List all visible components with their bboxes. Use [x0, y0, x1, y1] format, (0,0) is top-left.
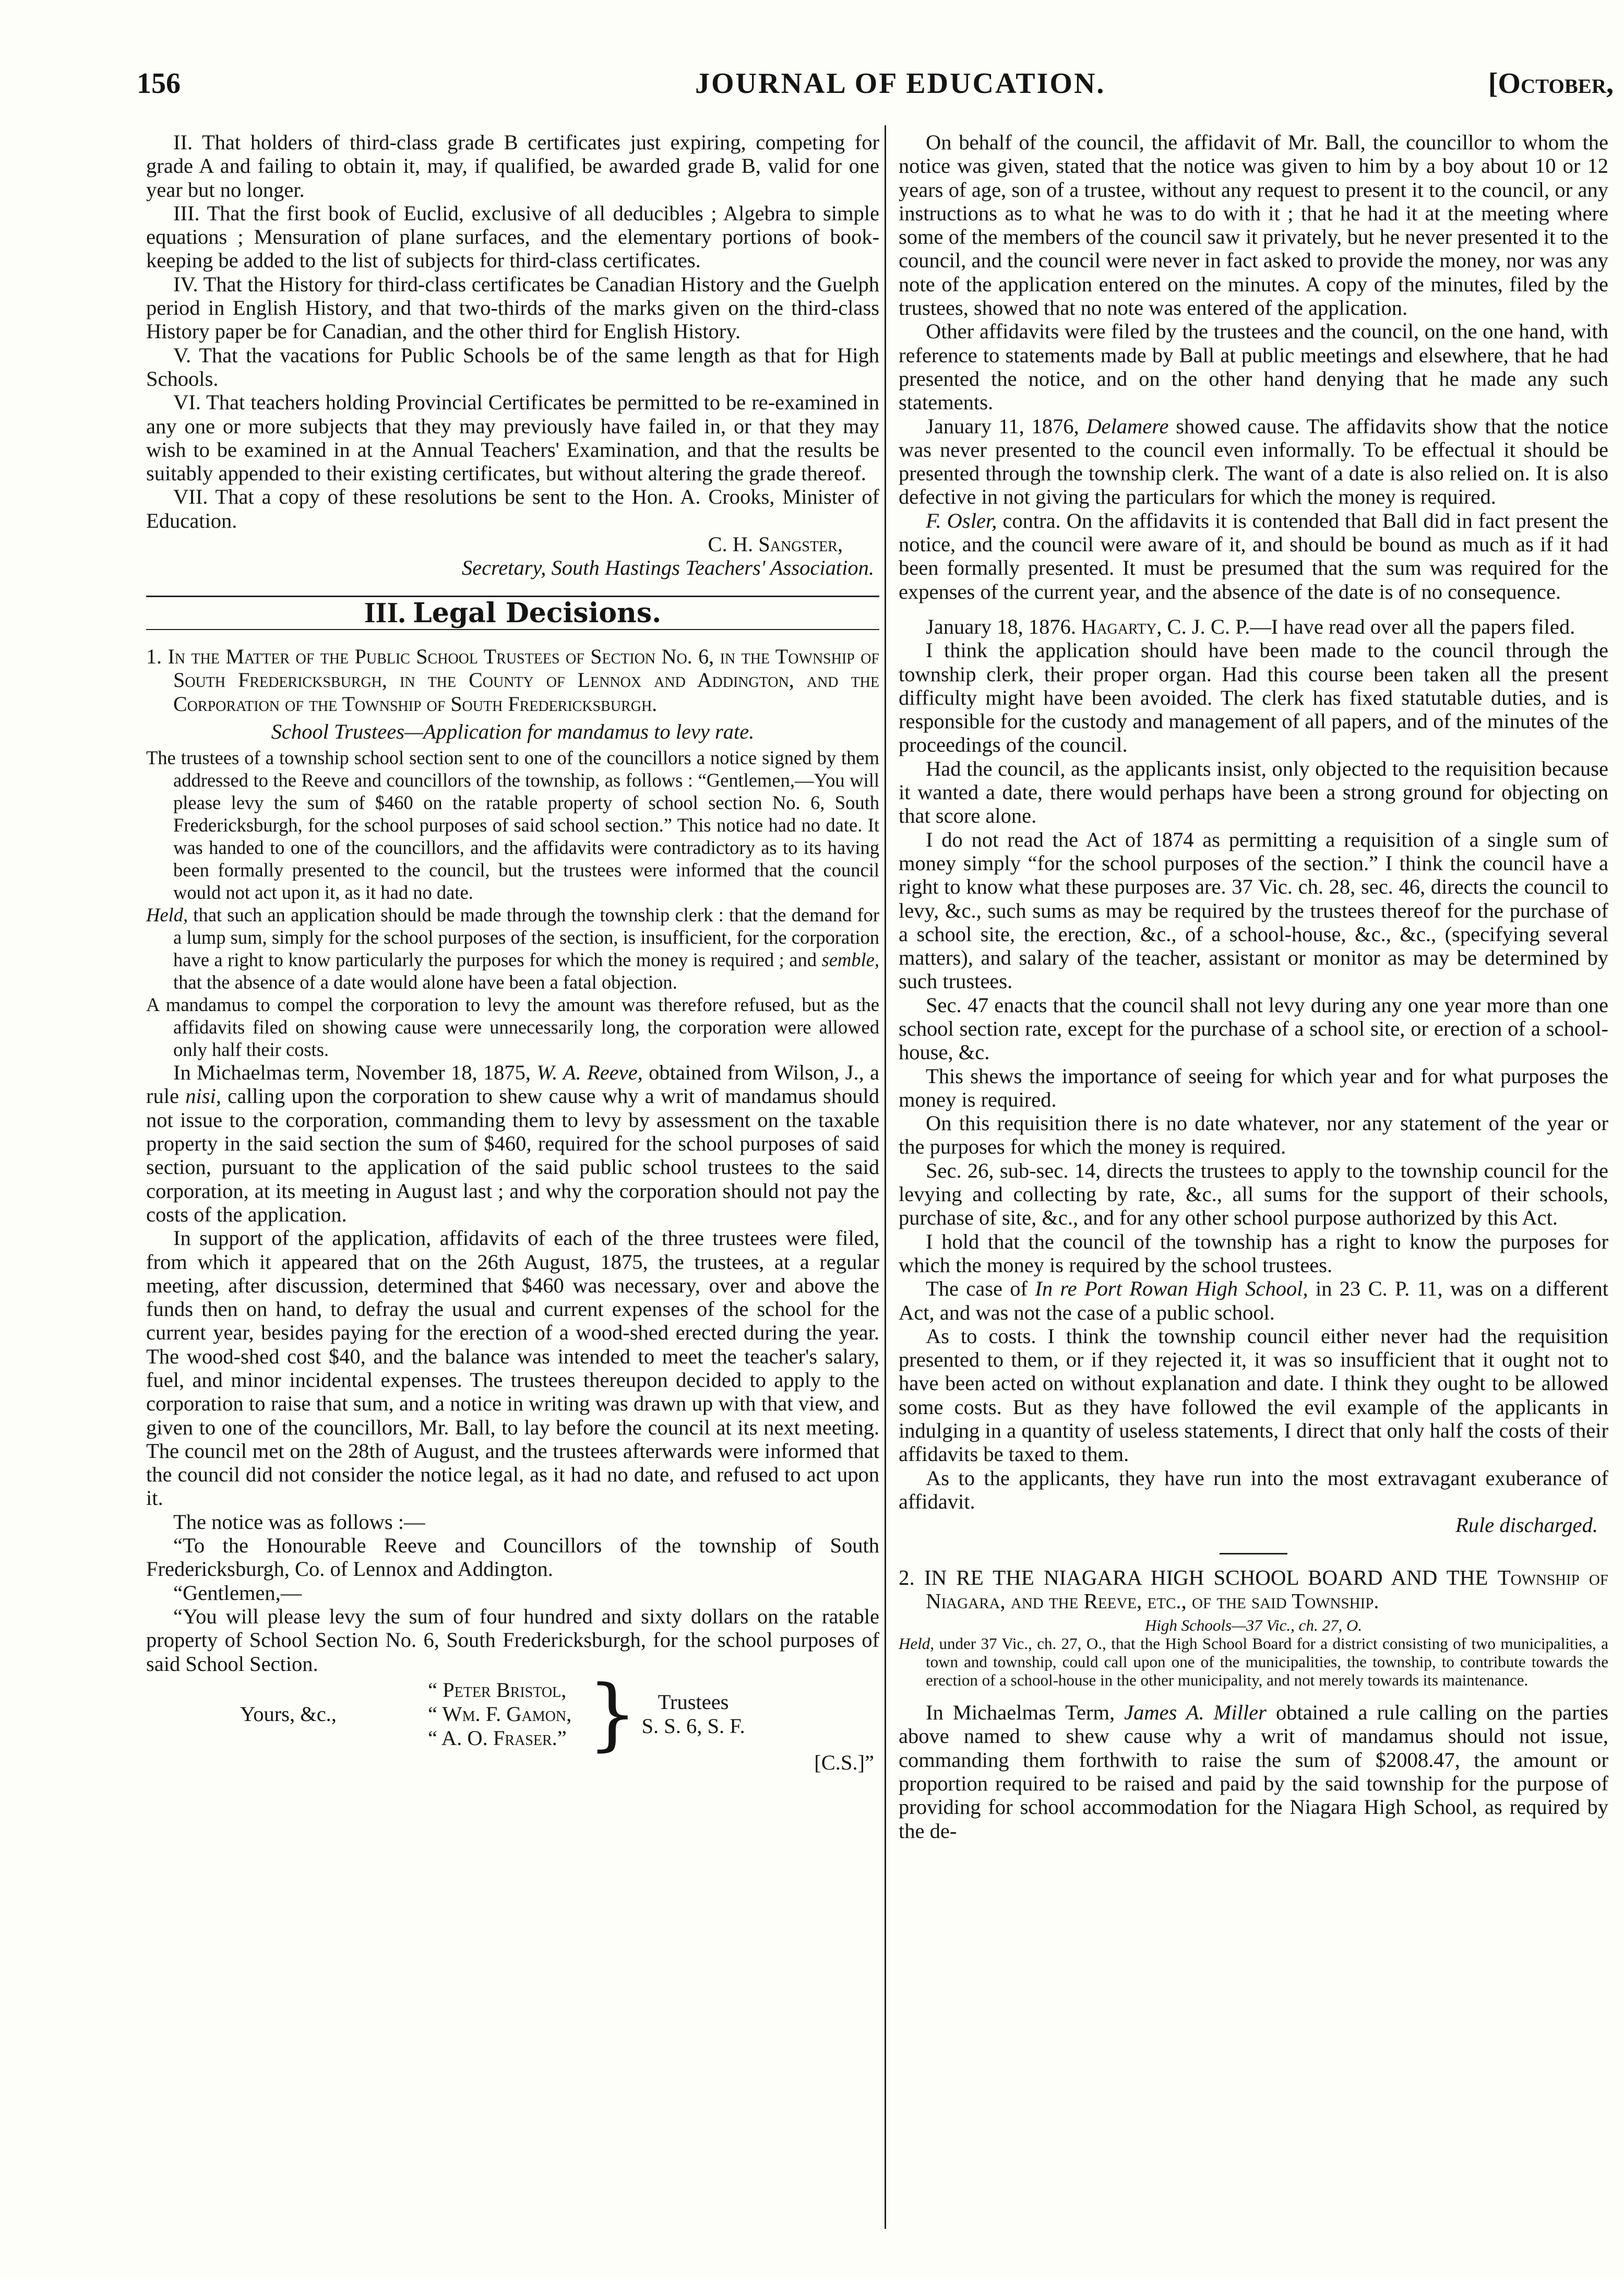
signer-list — [428, 1678, 584, 1750]
held-label: Held, — [146, 904, 188, 926]
held-label: Held, — [899, 1634, 935, 1653]
right-column — [899, 130, 1608, 1843]
notice-salutation: “Gentlemen,— — [173, 1581, 302, 1605]
resolution-4: IV. That the History for third-class certificates be Canadian History and the Guelph period in English History, and that two-thirds of the marks given on the third-class History paper be for Canadian, and the other third for English History. — [146, 272, 879, 343]
issue-month: [October, — [1488, 67, 1614, 100]
headnote-3: A mandamus to compel the corporation to levy the amount was therefore refused, but as the affidavits filed on showing cause were unnecessarily long, the corporation were allowed only half their costs. — [146, 994, 879, 1061]
left-column — [146, 130, 879, 1774]
paragraph-date-objection: Had the council, as the applicants insist, only objected to the requisition because it wanted a date, there would perhaps have been a strong ground for objecting on that score alone. — [899, 756, 1608, 828]
section-title: Legal Decisions. — [413, 597, 662, 629]
spacer — [899, 1689, 1608, 1701]
nisi-term: nisi, — [185, 1084, 221, 1108]
section-divider — [1220, 1553, 1287, 1554]
resolution-2: II. That holders of third-class grade B certificates just expiring, competing for grade A and failing to obtain it, may, if qualified, be awarded grade B, valid for one year but no longer. — [146, 130, 879, 201]
paragraph-sec-26: Sec. 26, sub-sec. 14, directs the trustees to apply to the township council for the levying and collecting by rate, &c., all sums for the support of their schools, purchase of site, &c., and for any other school purpose authorized by this Act. — [899, 1158, 1608, 1230]
resolution-3: III. That the first book of Euclid, exclusive of all deducibles ; Algebra to simple equations ; Mensuration of plane surfaces, and the elementary portions of book-keeping be added to the list of subjects for third-class certificates. — [146, 201, 879, 272]
case-2-title: 2. IN RE THE NIAGARA HIGH SCHOOL BOARD AND THE — [899, 1565, 1488, 1589]
counsel-name: Delamere — [1086, 414, 1169, 438]
text-span: The case of — [926, 1277, 1028, 1301]
notice-address: “To the Honourable Reeve and Councillors of the township of South Fredericksburgh, Co. of Lennox and Addington. — [146, 1534, 879, 1581]
signer: “ A. O. Fraser.” — [428, 1726, 567, 1750]
journal-title: JOURNAL OF EDUCATION. — [695, 67, 1106, 100]
text-span: —I have read over all the papers filed. — [1250, 614, 1575, 638]
paragraph-costs: As to costs. I think the township council either never had the requisition presented to them, or if they rejected it, it was so insufficient that it ought not to have been acted on without explanation and date. I think they ought to be allowed some costs. But as they have followed the evil example of the applicants in indulging in a quantity of useless statements, I direct that only half the costs of their affidavits be taxed to them. — [899, 1324, 1608, 1466]
text-span: contra. On the affidavits it is contended that Ball did in fact present the notice, and the council were aware of it, and should be bound as much as if it had been formally presented. It must be presumed that the sum was required for the expenses of the current year, and the absence of the date is of no consequence. — [899, 508, 1608, 603]
paragraph-no-date: On this requisition there is no date whatever, nor any statement of the year or the purposes for which the money is required. — [899, 1111, 1608, 1159]
text-span: In Michaelmas term, November 18, 1875, — [173, 1061, 531, 1085]
counsel-name: F. Osler, — [926, 508, 997, 532]
signer: “ Peter Bristol, — [428, 1678, 567, 1702]
paragraph-michaelmas — [146, 1061, 879, 1226]
notice-body: “You will please levy the sum of four hundred and sixty dollars on the ratable property of School Section No. 6, South Fredericksburgh, for the school purposes of said School Section. — [146, 1604, 879, 1676]
case-1-heading: 1. In the Matter of the Public School Trustees of Section No. 6, in the Township of South Fredericksburgh, in the County of Lennox and Addington, and the Corporation of the Township of South Fredericksburgh. — [146, 644, 879, 716]
yours-closing: Yours, &c., — [240, 1702, 337, 1726]
case-1-subject: School Trustees—Application for mandamus to levy rate. — [271, 719, 755, 743]
case-2-parties: Township of Niagara, and the Reeve, etc., of the said Township. — [926, 1565, 1608, 1613]
corporate-seal: [C.S.]” — [814, 1750, 874, 1774]
party-name: W. A. Reeve, — [536, 1061, 643, 1085]
text-span: In Michaelmas Term, — [926, 1701, 1115, 1725]
notice-intro: The notice was as follows :— — [173, 1510, 425, 1534]
paragraph-ball-affidavit: On behalf of the council, the affidavit of Mr. Ball, the councillor to whom the notice was given, stated that the notice was given to him by a boy about 10 or 12 years of age, son of a trustee, without any request to present it to the council, or any instructions as to what he was to do with it ; that he had it at the meeting where some of the members of the council saw it privately, but he never presented it to the council, and the council were never in fact asked to provide the money, nor was any note of the application entered on the minutes. A copy of the minutes, filed by the trustees, showed that no note was entered of the application. — [899, 130, 1608, 320]
resolution-7: VII. That a copy of these resolutions be sent to the Hon. A. Crooks, Minister of Education. — [146, 485, 879, 532]
judge-name: Hagarty, C. J. C. P. — [1081, 614, 1250, 638]
signer: “ Wm. F. Gamon, — [428, 1702, 572, 1726]
trustees-line: Trustees — [658, 1690, 729, 1714]
text-span: showed cause. The affidavits show that the notice was never presented to the council even informally. To be effectual it should be presented through the township clerk. The want of a date is also relied on. It is also defective in not giving the particulars for which the money is required. — [899, 414, 1609, 509]
headnote — [146, 746, 879, 1061]
text-span: under 37 Vic., ch. 27, O., that the High School Board for a district consisting of two municipalities, a town and township, could call upon one of the municipalities, the township, to contribute towards the erection of a school-house in the other municipality, and not merely towards its maintenance. — [926, 1634, 1608, 1690]
resolution-6: VI. That teachers holding Provincial Certificates be permitted to be re-examined in any one or more subjects that they may previously have failed in, or that they may wish to be examined in at the Annual Teachers' Examination, and that the results be suitably appended to their existing certificates, but without altering the grade thereof. — [146, 390, 879, 485]
headnote-2-text: that such an application should be made through the township clerk : that the demand for a lump sum, simply for the school purposes of the section, is insufficient, for the corporation have a right to know particularly the purposes for which the money is required ; and — [173, 904, 880, 971]
section-number: III. — [364, 596, 406, 629]
paragraph-importance: This shews the importance of seeing for which year and for what purposes the money is required. — [899, 1064, 1608, 1111]
paragraph-sec-47: Sec. 47 enacts that the council shall not levy during any one year more than one school section rate, except for the purchase of a school site, or erection of a school-house, &c. — [899, 993, 1608, 1064]
case-2-heading — [899, 1566, 1608, 1613]
page-header — [137, 67, 1614, 109]
semble-label: semble, — [821, 949, 879, 971]
paragraph-niagara — [899, 1701, 1608, 1843]
paragraph-judgment-date — [899, 615, 1608, 638]
trustee-signatures — [146, 1668, 879, 1760]
case-2-subject: High Schools—37 Vic., ch. 27, O. — [1144, 1616, 1363, 1635]
trustees-label — [641, 1690, 745, 1738]
brace-glyph: } — [588, 1668, 638, 1760]
paragraph-port-rowan — [899, 1277, 1608, 1324]
signature-title: Secretary, South Hastings Teachers' Association. — [461, 556, 874, 580]
paragraph-delamere — [899, 414, 1608, 509]
trustees-section: S. S. 6, S. F. — [641, 1714, 745, 1738]
paragraph-osler — [899, 509, 1608, 603]
resolution-5: V. That the vacations for Public Schools be of the same length as that for High Schools. — [146, 343, 879, 390]
headnote-2 — [146, 904, 879, 993]
paragraph-support: In support of the application, affidavits of each of the three trustees were filed, from which it appeared that on the 26th August, 1875, the trustees, at a regular meeting, after discussion, determined that $460 was necessary, over and above the funds then on hand, to defray the usual and current expenses of the school for the current year, besides paying for the erection of a wood-shed erected during the year. The wood-shed cost $40, and the balance was intended to meet the teacher's salary, fuel, and minor incidental expenses. The trustees thereupon decided to apply to the corporation to raise that sum, and a notice in writing was drawn up with that view, and given to one of the councillors, Mr. Ball, to lay before the council at its next meeting. The council met on the 28th of August, and the trustees afterwards were informed that the council did not consider the notice legal, as it had no date, and refused to act upon it. — [146, 1226, 879, 1510]
party-name: James A. Miller — [1124, 1701, 1267, 1725]
section-heading — [146, 596, 879, 630]
spacer — [899, 603, 1608, 615]
column-divider — [885, 125, 886, 2229]
text-span: January 11, 1876, — [926, 414, 1079, 438]
case-citation: In re Port Rowan High School, — [1035, 1277, 1308, 1301]
text-span: January 18, 1876. — [926, 614, 1076, 638]
signature-name: C. H. Sangster, — [708, 532, 843, 556]
paragraph-act-1874: I do not read the Act of 1874 as permitting a requisition of a single sum of money simply “for the school purposes of the section.” I think the council have a right to know what these purposes are. 37 Vic. ch. 28, sec. 46, directs the council to levy, &c., such sums as may be required by the trustees thereof for the purchase of a school site, the erection, &c., of a school-house, &c., &c., (specifying several matters), and salary of the teacher, assistant or monitor as may be determined by such trustees. — [899, 827, 1608, 993]
case-2-headnote — [899, 1634, 1608, 1689]
headnote-1: The trustees of a township school section sent to one of the councillors a notice signed by them addressed to the Reeve and councillors of the township, as follows : “Gentlemen,—You will please levy the sum of $460 on the ratable property of school section No. 6, South Fredericksburgh, for the school purposes of said school section.” This notice had no date. It was handed to one of the councillors, and the affidavits were contradictory as to its having been formally presented to the council, but the trustees were informed that the council would not act upon it, as it had no date. — [146, 747, 879, 904]
text-span: in 23 C. P. 11, was on a different Act, and was not the case of a public school. — [899, 1277, 1609, 1324]
text-span: obtained from Wilson, J., a rule — [146, 1061, 880, 1108]
paragraph-other-affidavits: Other affidavits were filed by the trustees and the council, on the one hand, with reference to statements made by Ball at public meetings and elsewhere, that he had presented the notice, and on the other hand denying that he made any such statements. — [899, 319, 1608, 414]
paragraph-applicants: As to the applicants, they have run into the most extravagant exuberance of affidavit. — [899, 1466, 1608, 1513]
text-span: calling upon the corporation to shew cause why a writ of mandamus should not issue to the corporation, commanding them to levy by assessment on the taxable property in the said section the sum of $460, required for the school purposes of said section, pursuant to the application of the said public school trustees to the said corporation, at its meeting in August last ; and why the corporation should not pay the costs of the application. — [146, 1084, 880, 1226]
headnote-2-end: that the absence of a date would alone have been a fatal objection. — [173, 971, 677, 993]
page-number: 156 — [137, 67, 181, 100]
rule-discharged: Rule discharged. — [1455, 1513, 1598, 1537]
paragraph-holding: I hold that the council of the township has a right to know the purposes for which the money is required by the school trustees. — [899, 1229, 1608, 1277]
paragraph-clerk: I think the application should have been made to the council through the township clerk, their proper organ. Had this course been taken all the present difficulty might have been avoided. The clerk has fixed statutable duties, and is responsible for the custody and management of all papers, and of the minutes of the proceedings of the council. — [899, 638, 1608, 757]
text-span: obtained a rule calling on the parties above named to shew cause why a writ of mandamus should not issue, commanding them forthwith to raise the sum of $2008.47, the amount or proportion required to be raised and paid by the said township for the purpose of providing for school accommodation for the Niagara High School, as required by the de- — [899, 1701, 1608, 1843]
